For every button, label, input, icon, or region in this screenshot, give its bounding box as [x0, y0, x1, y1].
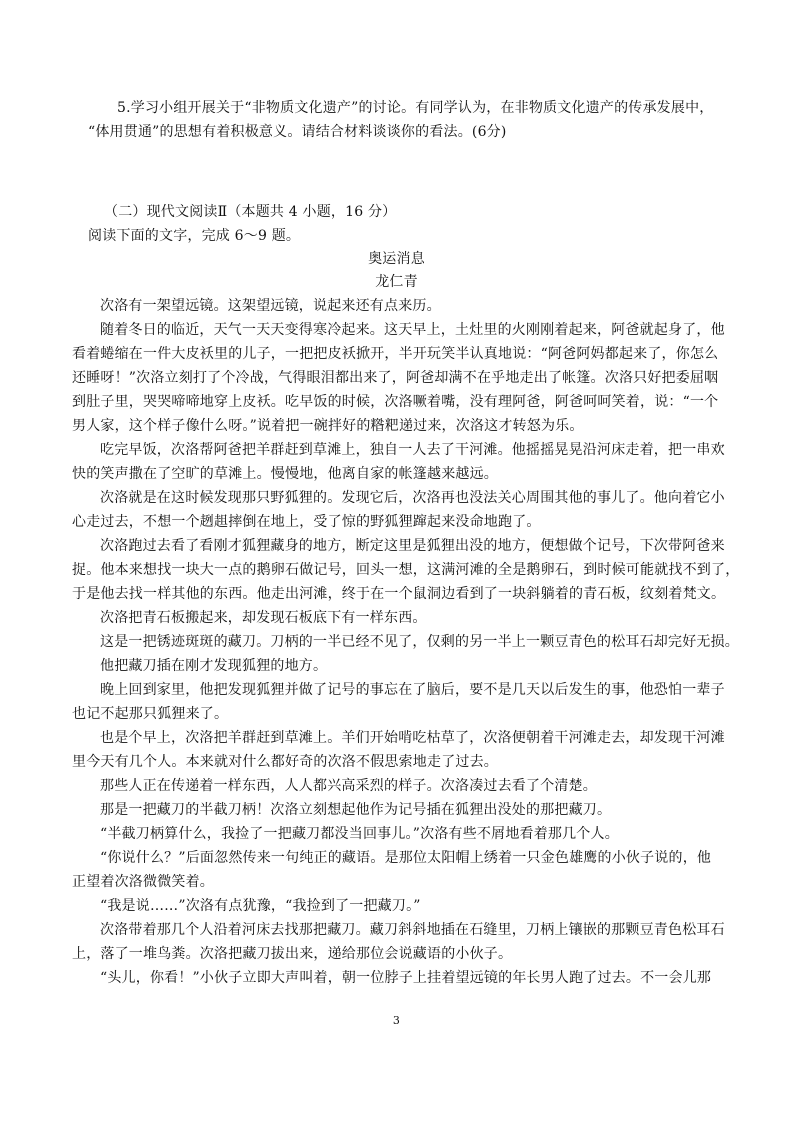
article-line: 还睡呀！”次洛立刻打了个冷战，气得眼泪都出来了，阿爸却满不在乎地走出了帐篷。次洛只好把委屈咽	[72, 370, 719, 386]
article-line: 男人家，这个样子像什么呀。”说着把一碗拌好的糌粑递过来，次洛这才转怒为乐。	[72, 418, 584, 434]
article-line: 次洛带着那几个人沿着河床去找那把藏刀。藏刀斜斜地插在石缝里，刀柄上镶嵌的那颗豆青色松耳石	[100, 922, 725, 938]
article-line: 也是个早上，次洛把羊群赶到草滩上。羊们开始啃吃枯草了，次洛便朝着干河滩走去，却发现干河滩	[100, 730, 725, 746]
article-line: 快的笑声撒在了空旷的草滩上。慢慢地，他离自家的帐篷越来越远。	[72, 466, 498, 482]
article-title: 奥运消息	[368, 251, 425, 267]
article-line: “我是说……”次洛有点犹豫，“我捡到了一把藏刀。”	[100, 898, 421, 914]
section-instruction: 阅读下面的文字，完成 6～9 题。	[88, 228, 301, 244]
article-line: 这是一把锈迹斑斑的藏刀。刀柄的一半已经不见了，仅剩的另一半上一颗豆青色的松耳石却完好无损。	[100, 634, 739, 650]
article-line: 捉。他本来想找一块大一点的鹅卵石做记号，回头一想，这满河滩的全是鹅卵石，到时候可能就找不到了，	[72, 562, 740, 578]
article-line: “头儿，你看！”小伙子立即大声叫着，朝一位脖子上挂着望远镜的年长男人跑了过去。不一会儿那	[100, 970, 712, 986]
article-line: 晚上回到家里，他把发现狐狸并做了记号的事忘在了脑后，要不是几天以后发生的事，他恐怕一辈子	[100, 682, 725, 698]
article-line: 次洛有一架望远镜。这架望远镜，说起来还有点来历。	[100, 298, 441, 314]
question-5-line-2: “体用贯通”的思想有着积极意义。请结合材料谈谈你的看法。(6分)	[88, 124, 507, 140]
article-line: 吃完早饭，次洛帮阿爸把羊群赶到草滩上，独自一人去了干河滩。他摇摇晃晃沿河床走着，把一串欢	[100, 442, 725, 458]
article-author: 龙仁青	[375, 274, 418, 290]
article-line: 随着冬日的临近，天气一天天变得寒冷起来。这天早上，土灶里的火刚刚着起来，阿爸就起身了，他	[100, 322, 725, 338]
article-line: 心走过去，不想一个趔趄摔倒在地上，受了惊的野狐狸蹿起来没命地跑了。	[72, 514, 541, 530]
article-line: 那些人正在传递着一样东西，人人都兴高采烈的样子。次洛凑过去看了个清楚。	[100, 778, 597, 794]
article-line: “半截刀柄算什么，我捡了一把藏刀都没当回事儿。”次洛有些不屑地看着那几个人。	[100, 826, 619, 842]
article-line: 也记不起那只狐狸来了。	[72, 706, 229, 722]
article-line: 到肚子里，哭哭啼啼地穿上皮袄。吃早饭的时候，次洛噘着嘴，没有理阿爸，阿爸呵呵笑着，说：“一个	[72, 394, 719, 410]
question-5-line-1: 5.学习小组开展关于“非物质文化遗产”的讨论。有同学认为，在非物质文化遗产的传承发展中，	[117, 100, 714, 116]
article-line: 次洛就是在这时候发现那只野狐狸的。发现它后，次洛再也没法关心周围其他的事儿了。他向着它小	[100, 490, 725, 506]
section-heading: （二）现代文阅读Ⅱ（本题共 4 小题，16 分）	[104, 204, 397, 220]
article-line: 里今天有几个人。本来就对什么都好奇的次洛不假思索地走了过去。	[72, 754, 498, 770]
article-line: 正望着次洛微微笑着。	[72, 874, 214, 890]
page-number: 3	[392, 1014, 401, 1027]
article-line: 看着蜷缩在一件大皮袄里的儿子，一把把皮袄掀开，半开玩笑半认真地说：“阿爸阿妈都起来了，你怎么	[72, 346, 719, 362]
article-line: “你说什么？”后面忽然传来一句纯正的藏语。是那位太阳帽上绣着一只金色雄鹰的小伙子说的，他	[100, 850, 712, 866]
article-line: 上，落了一堆鸟粪。次洛把藏刀拔出来，递给那位会说藏语的小伙子。	[72, 946, 513, 962]
article-line: 那是一把藏刀的半截刀柄！次洛立刻想起他作为记号插在狐狸出没处的那把藏刀。	[100, 802, 612, 818]
article-line: 次洛把青石板搬起来，却发现石板底下有一样东西。	[100, 610, 427, 626]
article-line: 他把藏刀插在刚才发现狐狸的地方。	[100, 658, 328, 674]
article-line: 于是他去找一样其他的东西。他走出河滩，终于在一个鼠洞边看到了一块斜躺着的青石板，纹刻着梵文。	[72, 586, 726, 602]
article-line: 次洛跑过去看了看刚才狐狸藏身的地方，断定这里是狐狸出没的地方，便想做个记号，下次带阿爸来	[100, 538, 725, 554]
